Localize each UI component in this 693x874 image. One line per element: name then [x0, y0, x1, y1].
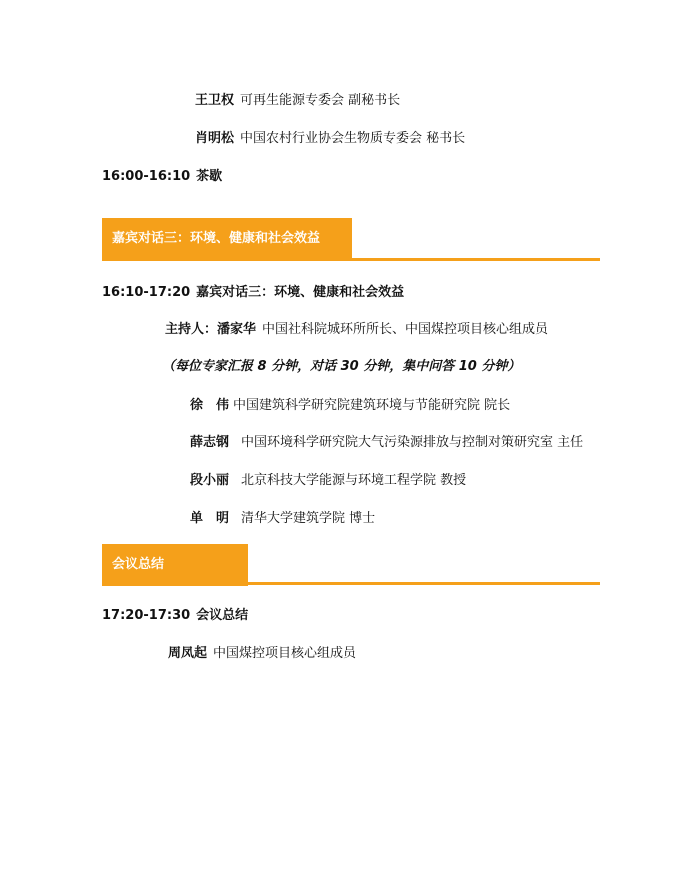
session-time: 16:00-16:10: [102, 169, 191, 184]
session-title: 嘉宾对话三：环境、健康和社会效益: [196, 285, 405, 300]
speaker-row: [190, 472, 466, 490]
participant-row: [195, 92, 400, 110]
session-title: 会议总结: [196, 608, 249, 623]
speaker-detail: 中国环境科学研究院大气污染源排放与控制对策研究室 主任: [241, 435, 584, 450]
participant-detail: 中国煤控项目核心组成员: [213, 646, 357, 661]
participant-row: [168, 645, 356, 663]
speaker-detail: 北京科技大学能源与环境工程学院 教授: [241, 473, 467, 488]
speaker-detail: 清华大学建筑学院 博士: [241, 511, 376, 526]
session-heading: [102, 607, 248, 625]
session-time: 16:10-17:20: [102, 285, 191, 300]
participant-detail: 中国农村行业协会生物质专委会 秘书长: [240, 131, 466, 146]
host-row: [165, 321, 548, 339]
host-label: 主持人：潘家华: [165, 322, 257, 337]
session-heading: [102, 284, 404, 302]
participant-detail: 可再生能源专委会 副秘书长: [240, 93, 401, 108]
section-divider: [102, 582, 600, 585]
section-banner: 会议总结: [102, 544, 248, 586]
speaker-name: 薛志钢: [190, 435, 230, 450]
speaker-row: [190, 434, 583, 452]
speaker-name: 段小丽: [190, 473, 230, 488]
speaker-row: [190, 397, 510, 415]
session-title: 茶歇: [196, 169, 223, 184]
session-note: （每位专家汇报 8 分钟，对话 30 分钟，集中问答 10 分钟）: [162, 359, 521, 374]
speaker-name: 徐 伟: [190, 398, 230, 413]
speaker-detail: 中国建筑科学研究院建筑环境与节能研究院 院长: [233, 398, 511, 413]
session-time: 17:20-17:30: [102, 608, 191, 623]
participant-name: 王卫权: [195, 93, 235, 108]
speaker-row: [190, 510, 375, 528]
participant-name: 周凤起: [168, 646, 208, 661]
section-divider: [102, 258, 600, 261]
host-detail: 中国社科院城环所所长、中国煤控项目核心组成员: [262, 322, 549, 337]
speaker-name: 单 明: [190, 511, 230, 526]
participant-row: [195, 130, 465, 148]
participant-name: 肖明松: [195, 131, 235, 146]
section-banner: 嘉宾对话三：环境、健康和社会效益: [102, 218, 352, 260]
tea-break-row: [102, 168, 222, 186]
